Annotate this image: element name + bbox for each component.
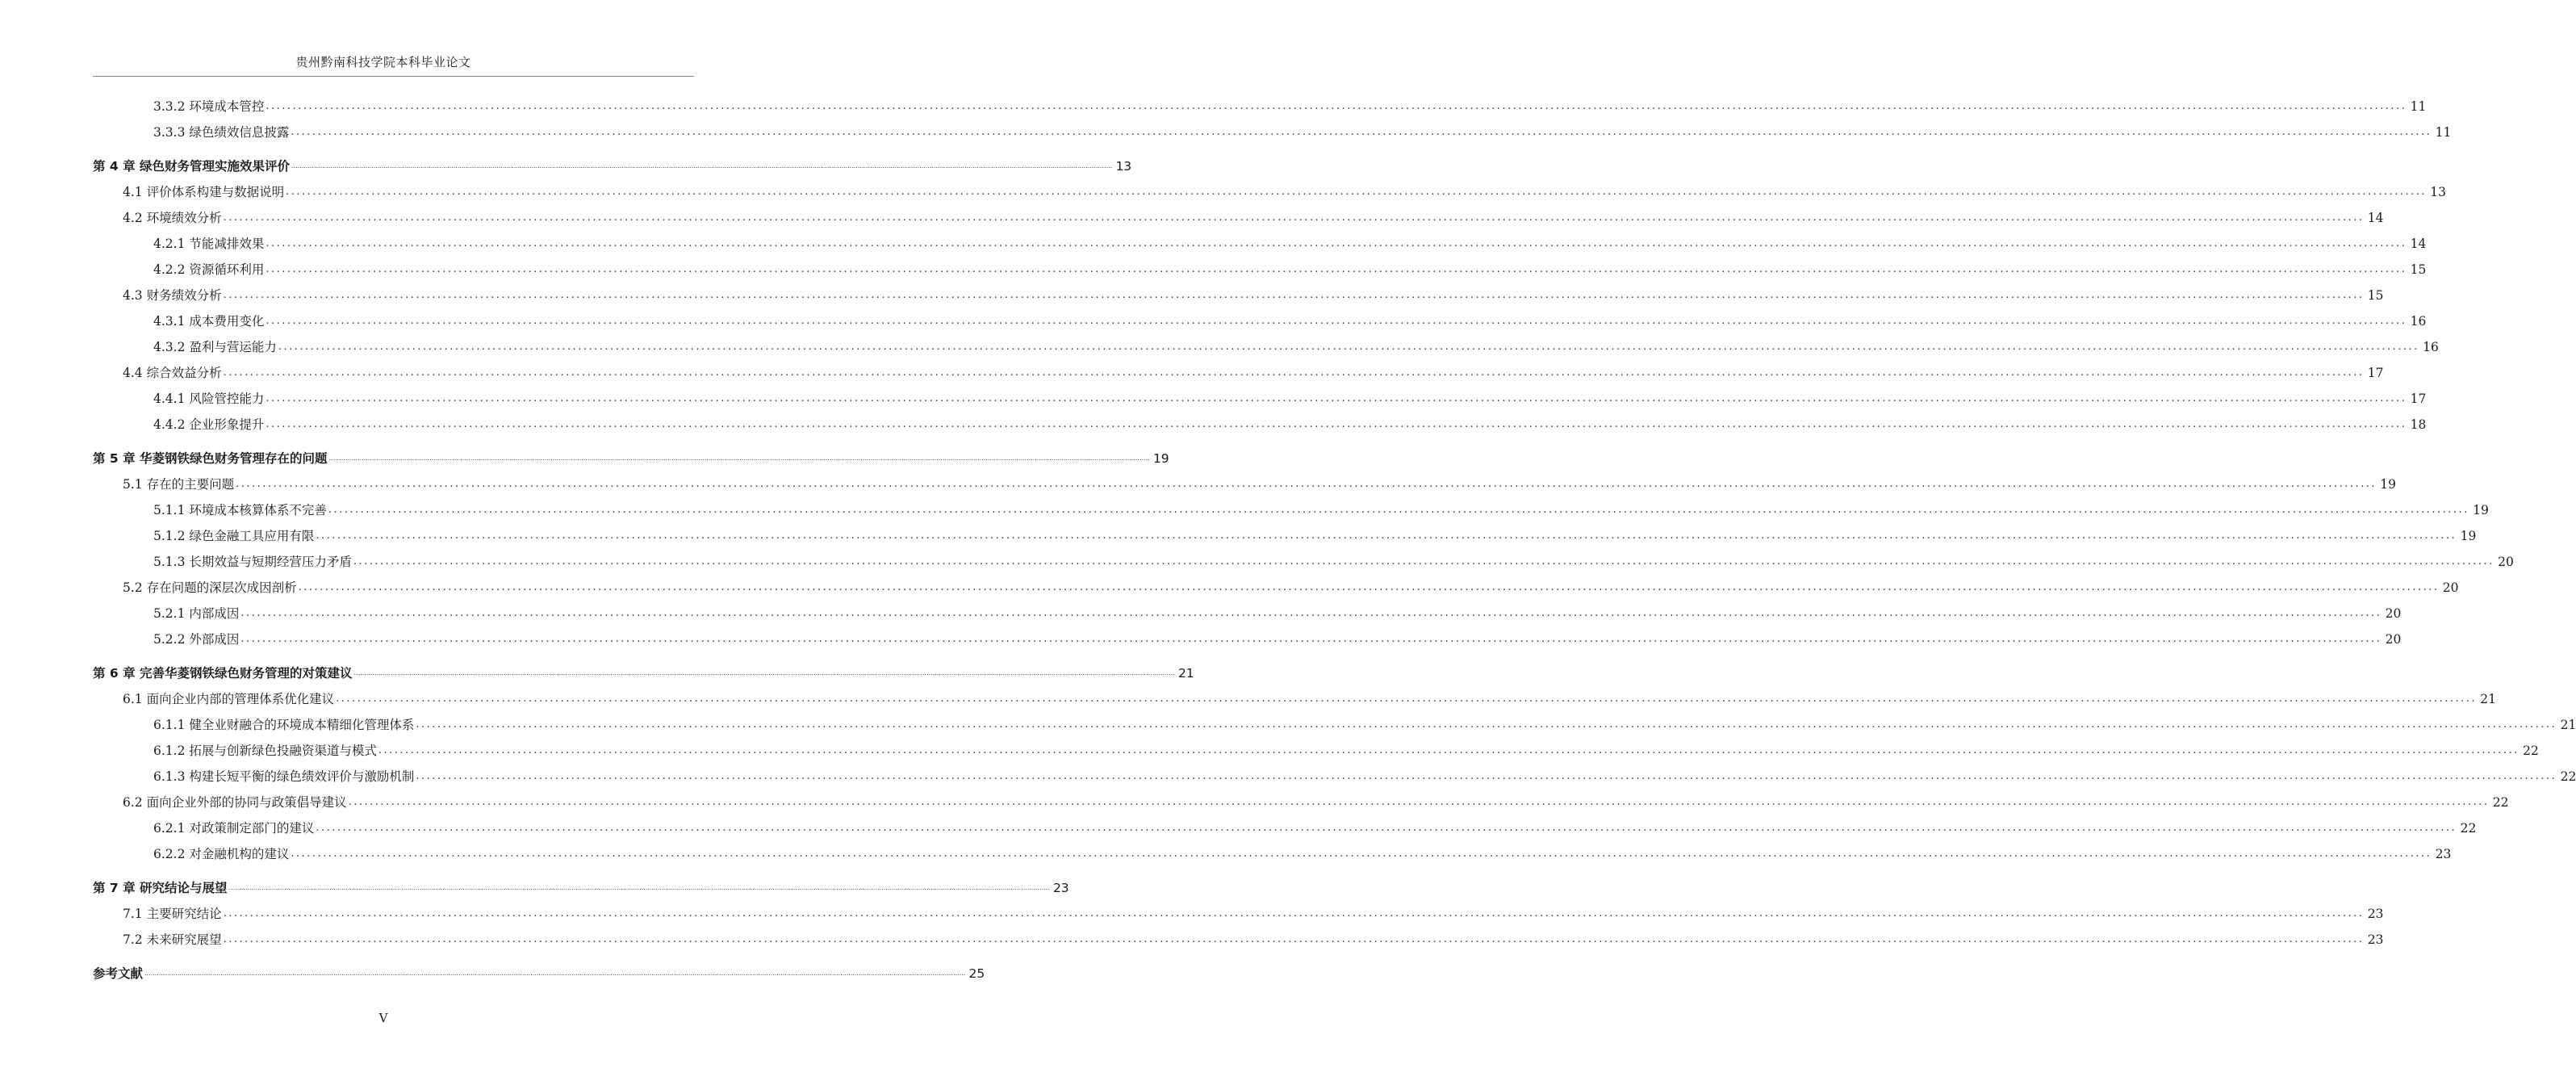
toc-entry-label: 3.3.2 环境成本管控	[153, 99, 265, 114]
toc-chapter-entry[interactable]	[93, 446, 1169, 467]
toc-entry-page: 25	[968, 966, 985, 981]
toc-entry-page: 21	[2560, 718, 2576, 732]
toc-entry-page: 13	[2430, 185, 2447, 199]
toc-entry-label: 6.2 面向企业外部的协同与政策倡导建议	[123, 795, 347, 810]
toc-entry-page: 16	[2410, 314, 2427, 329]
toc-chapter-entry[interactable]	[93, 961, 985, 982]
toc-entry-label: 7.2 未来研究展望	[123, 932, 222, 947]
toc-section-entry[interactable]	[153, 334, 2439, 355]
toc-entry-label: 参考文献	[93, 966, 144, 981]
toc-entry-label: 4.3.1 成本费用变化	[153, 314, 265, 329]
toc-entry-page: 19	[1152, 451, 1169, 466]
toc-entry-page: 23	[2367, 907, 2384, 921]
toc-entry-label: 6.1.1 健全业财融合的环境成本精细化管理体系	[153, 718, 415, 732]
toc-entry-label: 4.4.2 企业形象提升	[153, 417, 265, 432]
toc-entry-label: 6.1 面向企业内部的管理体系优化建议	[123, 692, 335, 706]
toc-entry-page: 22	[2460, 821, 2477, 836]
toc-entry-label: 6.2.1 对政策制定部门的建议	[153, 821, 315, 836]
toc-section-entry[interactable]	[153, 549, 2514, 570]
toc-dot-leader: ................................................................................................................................................................................................................................................................................................................................................................................................................	[298, 581, 2440, 593]
toc-dot-leader: ................................................................................................................................................................................................................................................................................................................................................................................................................	[266, 100, 2407, 112]
toc-section-entry[interactable]	[153, 738, 2539, 759]
toc-dot-leader: ................................................................................................................................................................................................................................................................................................................................................................................................................	[144, 970, 966, 977]
toc-entry-page: 13	[1115, 159, 1132, 174]
toc-entry-page: 15	[2410, 262, 2427, 277]
toc-dot-leader: ................................................................................................................................................................................................................................................................................................................................................................................................................	[416, 718, 2557, 731]
toc-dot-leader: ................................................................................................................................................................................................................................................................................................................................................................................................................	[266, 315, 2407, 327]
toc-dot-leader: ................................................................................................................................................................................................................................................................................................................................................................................................................	[291, 126, 2432, 138]
toc-section-entry[interactable]	[153, 815, 2477, 836]
toc-section-entry[interactable]	[123, 901, 2384, 922]
toc-dot-leader: ................................................................................................................................................................................................................................................................................................................................................................................................................	[416, 770, 2557, 782]
toc-section-entry[interactable]	[153, 841, 2452, 862]
toc-dot-leader: ................................................................................................................................................................................................................................................................................................................................................................................................................	[353, 669, 1175, 677]
toc-dot-leader: ................................................................................................................................................................................................................................................................................................................................................................................................................	[336, 693, 2478, 705]
toc-entry-label: 5.2.2 外部成因	[153, 632, 240, 647]
toc-dot-leader: ................................................................................................................................................................................................................................................................................................................................................................................................................	[240, 633, 2382, 645]
toc-entry-page: 21	[1177, 666, 1194, 681]
toc-entry-label: 4.2 环境绩效分析	[123, 211, 222, 225]
toc-entry-label: 5.1 存在的主要问题	[123, 477, 235, 492]
toc-section-entry[interactable]	[123, 283, 2384, 304]
toc-entry-page: 20	[2385, 606, 2402, 621]
toc-section-entry[interactable]	[153, 601, 2402, 622]
toc-entry-label: 第 6 章 完善华菱钢铁绿色财务管理的对策建议	[93, 666, 353, 681]
toc-section-entry[interactable]	[153, 308, 2427, 329]
toc-entry-page: 15	[2367, 288, 2384, 303]
toc-entry-page: 20	[2498, 555, 2514, 569]
toc-dot-leader: ................................................................................................................................................................................................................................................................................................................................................................................................................	[223, 212, 2365, 224]
toc-dot-leader: ................................................................................................................................................................................................................................................................................................................................................................................................................	[316, 530, 2457, 542]
toc-section-entry[interactable]	[153, 764, 2576, 785]
toc-entry-label: 4.4.1 风险管控能力	[153, 392, 265, 406]
toc-dot-leader: ................................................................................................................................................................................................................................................................................................................................................................................................................	[223, 907, 2365, 920]
toc-entry-label: 4.4 综合效益分析	[123, 366, 222, 380]
toc-section-entry[interactable]	[153, 231, 2427, 252]
toc-entry-page: 22	[2523, 744, 2539, 758]
toc-dot-leader: ................................................................................................................................................................................................................................................................................................................................................................................................................	[328, 455, 1150, 462]
toc-entry-label: 5.2 存在问题的深层次成因剖析	[123, 580, 297, 595]
toc-entry-label: 5.2.1 内部成因	[153, 606, 240, 621]
toc-dot-leader: ................................................................................................................................................................................................................................................................................................................................................................................................................	[240, 607, 2382, 619]
toc-dot-leader: ................................................................................................................................................................................................................................................................................................................................................................................................................	[236, 478, 2377, 490]
toc-dot-leader: ................................................................................................................................................................................................................................................................................................................................................................................................................	[378, 744, 2520, 756]
toc-entry-page: 21	[2480, 692, 2497, 706]
toc-dot-leader: ................................................................................................................................................................................................................................................................................................................................................................................................................	[291, 848, 2432, 860]
toc-dot-leader: ................................................................................................................................................................................................................................................................................................................................................................................................................	[278, 341, 2419, 353]
toc-section-entry[interactable]	[123, 927, 2384, 948]
toc-dot-leader: ................................................................................................................................................................................................................................................................................................................................................................................................................	[328, 504, 2469, 516]
toc-entry-page: 22	[2492, 795, 2509, 810]
toc-entry-page: 20	[2385, 632, 2402, 647]
toc-entry-page: 23	[1052, 881, 1069, 895]
toc-entry-label: 4.1 评价体系构建与数据说明	[123, 185, 285, 199]
toc-dot-leader: ................................................................................................................................................................................................................................................................................................................................................................................................................	[223, 289, 2365, 301]
toc-dot-leader: ................................................................................................................................................................................................................................................................................................................................................................................................................	[228, 884, 1050, 891]
toc-entry-page: 19	[2460, 529, 2477, 543]
header-divider	[93, 76, 694, 77]
toc-chapter-entry[interactable]	[93, 660, 1194, 681]
toc-dot-leader: ................................................................................................................................................................................................................................................................................................................................................................................................................	[266, 263, 2407, 275]
toc-entry-page: 17	[2410, 392, 2427, 406]
toc-entry-label: 4.3 财务绩效分析	[123, 288, 222, 303]
toc-entry-page: 23	[2435, 847, 2452, 861]
toc-dot-leader: ................................................................................................................................................................................................................................................................................................................................................................................................................	[286, 186, 2428, 198]
toc-entry-label: 4.3.2 盈利与营运能力	[153, 340, 277, 354]
toc-entry-label: 4.2.1 节能减排效果	[153, 237, 265, 251]
toc-entry-page: 18	[2410, 417, 2427, 432]
toc-section-entry[interactable]	[153, 712, 2576, 733]
toc-entry-page: 19	[2380, 477, 2397, 492]
toc-section-entry[interactable]	[123, 205, 2384, 226]
toc-section-entry[interactable]	[123, 790, 2509, 811]
toc-entry-label: 6.1.2 拓展与创新绿色投融资渠道与模式	[153, 744, 377, 758]
toc-entry-label: 第 7 章 研究结论与展望	[93, 881, 228, 895]
toc-section-entry[interactable]	[123, 360, 2384, 381]
toc-entry-page: 22	[2560, 769, 2576, 784]
toc-entry-page: 11	[2435, 125, 2452, 140]
toc-chapter-entry[interactable]	[93, 153, 1132, 174]
page-number: V	[378, 1011, 388, 1025]
toc-dot-leader: ................................................................................................................................................................................................................................................................................................................................................................................................................	[353, 555, 2494, 568]
toc-section-entry[interactable]	[153, 257, 2427, 278]
toc-entry-label: 6.1.3 构建长短平衡的绿色绩效评价与激励机制	[153, 769, 415, 784]
toc-section-entry[interactable]	[123, 471, 2397, 492]
toc-entry-page: 23	[2367, 932, 2384, 947]
toc-section-entry[interactable]	[123, 179, 2447, 200]
toc-section-entry[interactable]	[153, 626, 2402, 647]
toc-dot-leader: ................................................................................................................................................................................................................................................................................................................................................................................................................	[291, 162, 1113, 170]
toc-entry-page: 11	[2410, 99, 2427, 114]
toc-dot-leader: ................................................................................................................................................................................................................................................................................................................................................................................................................	[223, 367, 2365, 379]
toc-entry-label: 5.1.2 绿色金融工具应用有限	[153, 529, 315, 543]
toc-section-entry[interactable]	[123, 686, 2497, 707]
toc-section-entry[interactable]	[153, 497, 2489, 518]
toc-section-entry[interactable]	[153, 412, 2427, 433]
toc-section-entry[interactable]	[153, 386, 2427, 407]
toc-dot-leader: ................................................................................................................................................................................................................................................................................................................................................................................................................	[266, 392, 2407, 404]
toc-entry-label: 3.3.3 绿色绩效信息披露	[153, 125, 290, 140]
toc-entry-page: 14	[2367, 211, 2384, 225]
toc-entry-label: 5.1.3 长期效益与短期经营压力矛盾	[153, 555, 352, 569]
toc-dot-leader: ................................................................................................................................................................................................................................................................................................................................................................................................................	[266, 237, 2407, 249]
toc-section-entry[interactable]	[153, 523, 2477, 544]
toc-entry-page: 14	[2410, 237, 2427, 251]
toc-entry-page: 19	[2473, 503, 2489, 517]
toc-dot-leader: ................................................................................................................................................................................................................................................................................................................................................................................................................	[266, 418, 2407, 430]
toc-entry-label: 4.2.2 资源循环利用	[153, 262, 265, 277]
toc-dot-leader: ................................................................................................................................................................................................................................................................................................................................................................................................................	[223, 933, 2365, 945]
toc-entry-label: 5.1.1 环境成本核算体系不完善	[153, 503, 327, 517]
toc-entry-label: 6.2.2 对金融机构的建议	[153, 847, 290, 861]
toc-entry-page: 20	[2442, 580, 2459, 595]
toc-entry-label: 第 5 章 华菱钢铁绿色财务管理存在的问题	[93, 451, 328, 466]
toc-section-entry[interactable]	[123, 575, 2459, 596]
toc-section-entry[interactable]	[153, 119, 2452, 140]
toc-entry-page: 16	[2423, 340, 2439, 354]
toc-chapter-entry[interactable]	[93, 875, 1069, 896]
toc-dot-leader: ................................................................................................................................................................................................................................................................................................................................................................................................................	[348, 796, 2490, 808]
toc-dot-leader: ................................................................................................................................................................................................................................................................................................................................................................................................................	[316, 822, 2457, 834]
toc-entry-label: 第 4 章 绿色财务管理实施效果评价	[93, 159, 290, 174]
toc-entry-page: 17	[2367, 366, 2384, 380]
toc-entry-label: 7.1 主要研究结论	[123, 907, 222, 921]
page-header-title: 贵州黔南科技学院本科毕业论文	[295, 55, 471, 69]
toc-section-entry[interactable]	[153, 94, 2427, 115]
